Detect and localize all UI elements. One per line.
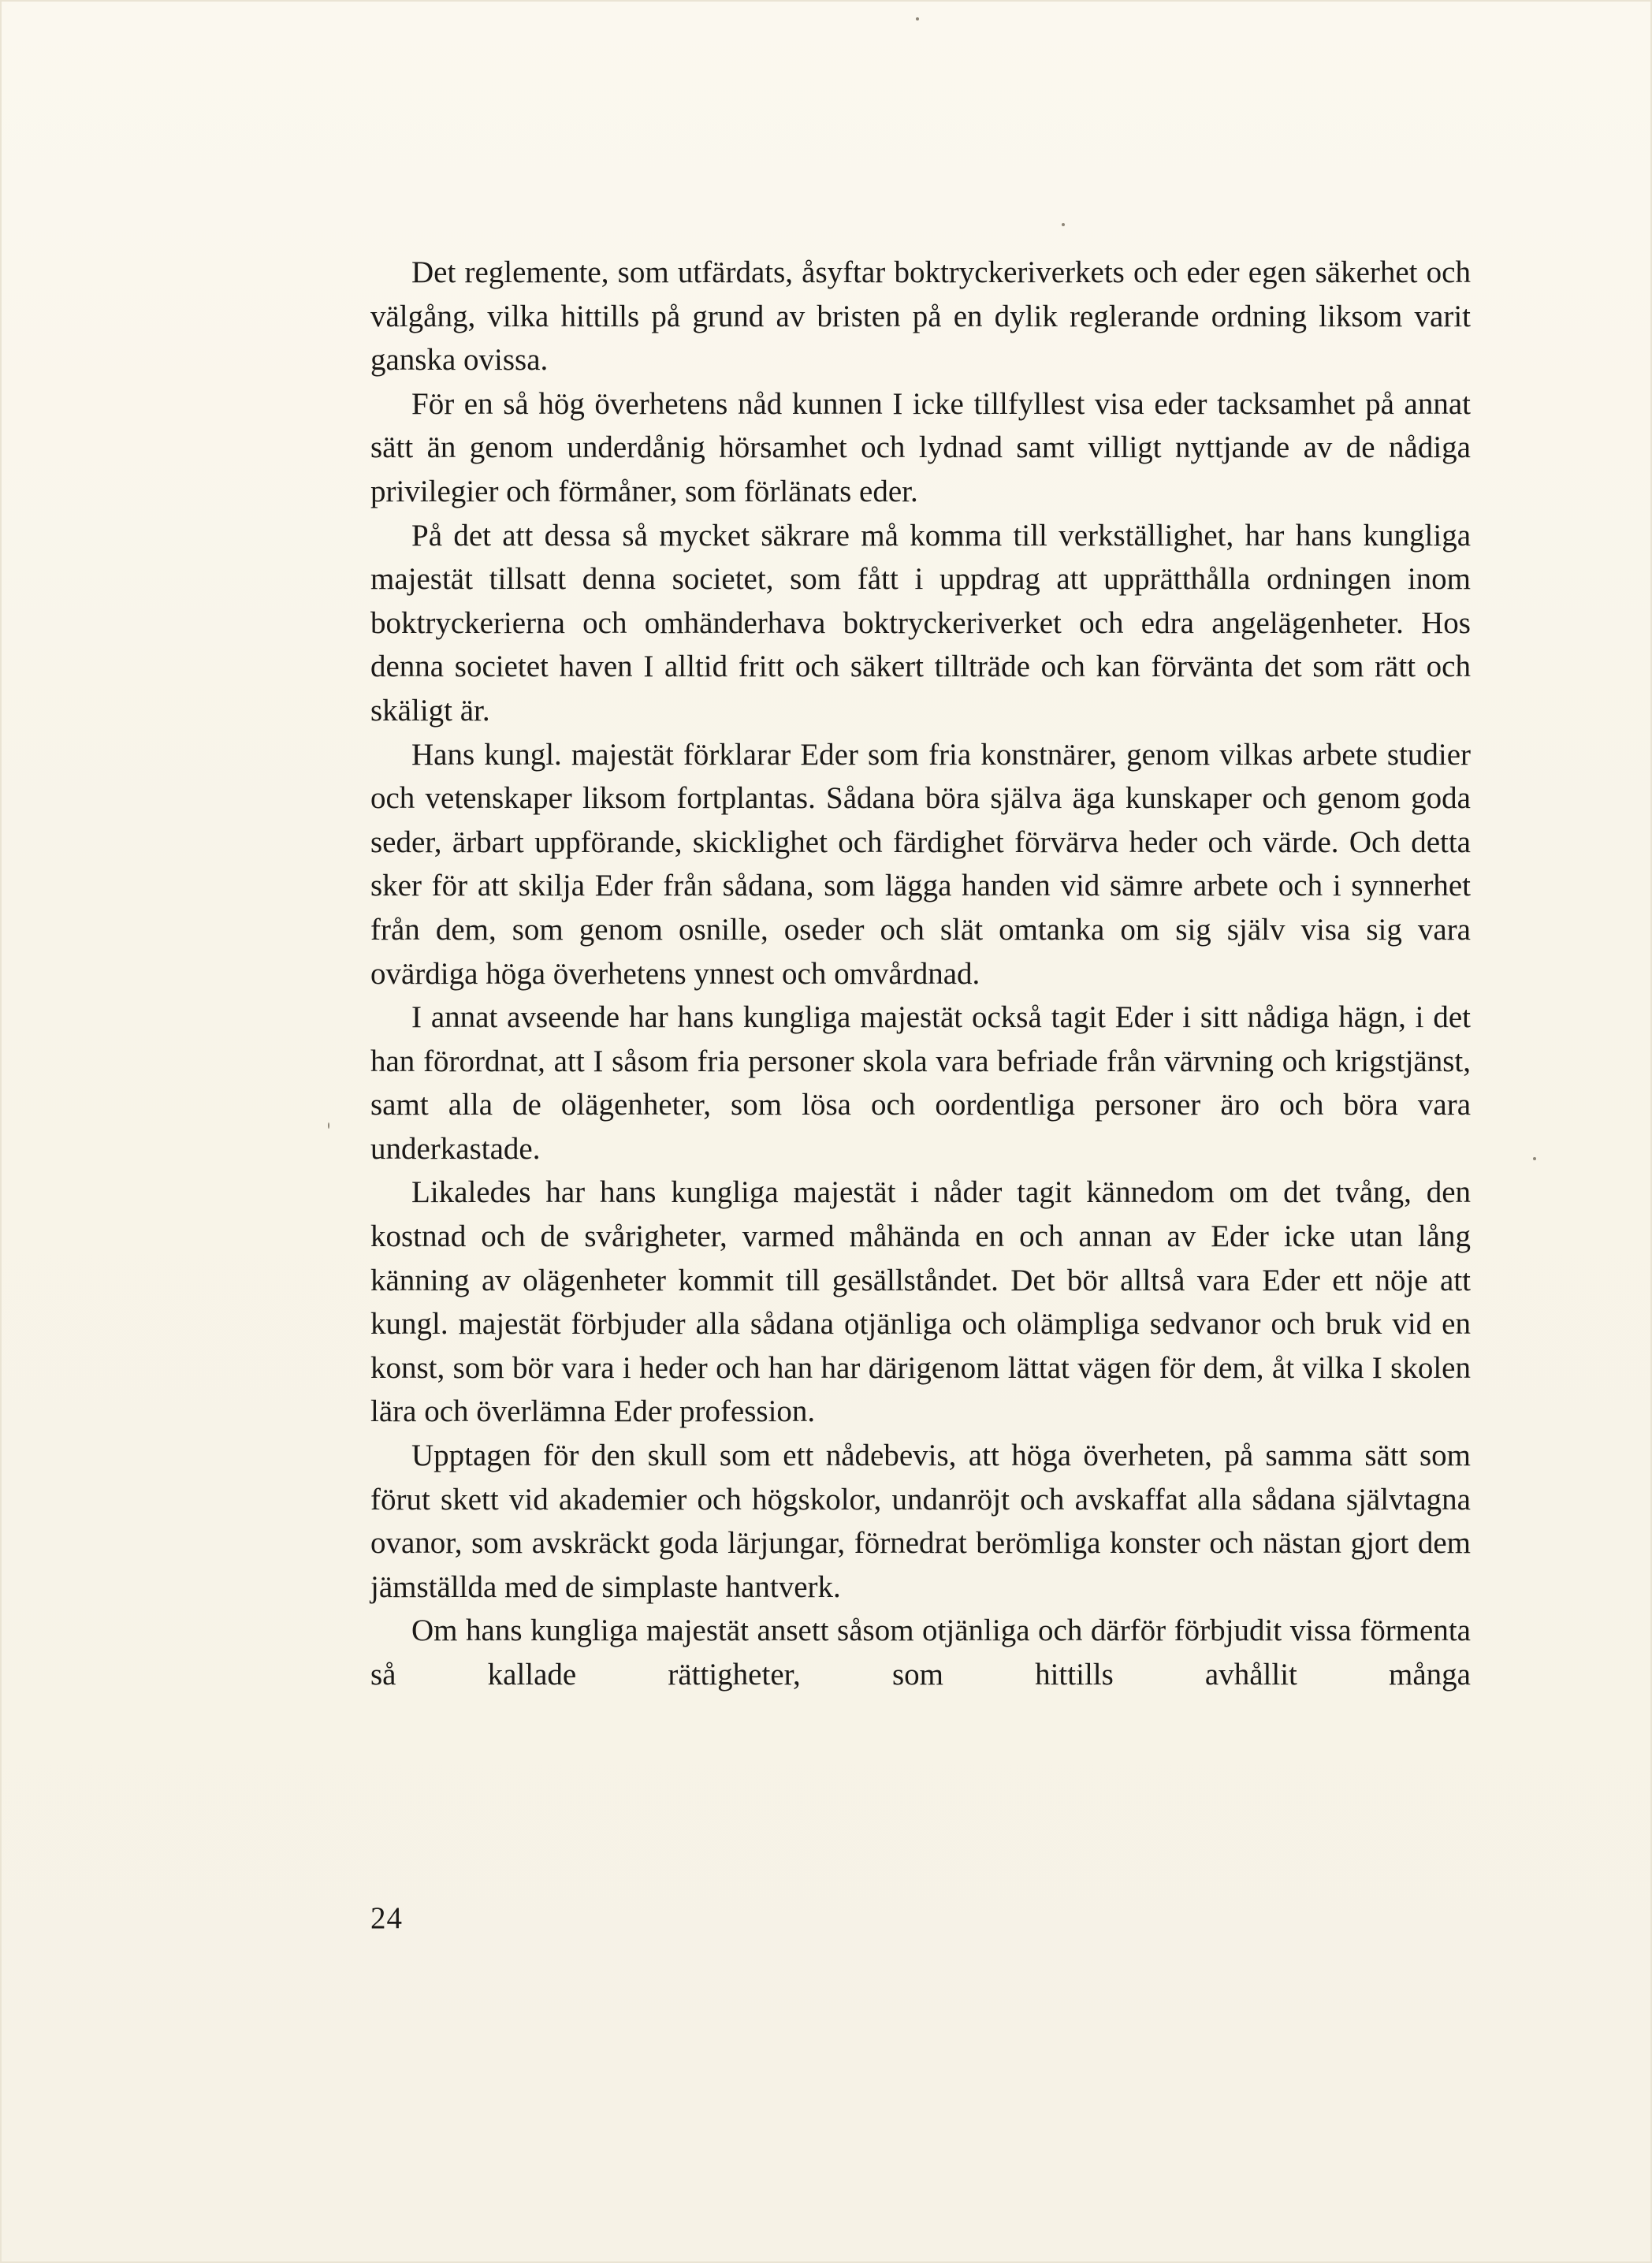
page-number: 24 [370, 1901, 403, 1935]
paragraph-2: För en så hög överhetens nåd kunnen I icke tillfyllest visa eder tacksamhet på annat sätt än genom underdånig hörsamhet och lydnad samt villigt nyttjande av de nådiga privilegier och förmåner, som förlänats eder. [370, 386, 1471, 508]
body-text [370, 251, 1471, 1697]
paragraph-1: Det reglemente, som utfärdats, åsyftar boktryckeriverkets och eder egen säkerhet och välgång, vilka hittills på grund av bristen på en dylik reglerande ordning liksom varit ganska ovissa. [370, 255, 1471, 378]
paragraph-3: På det att dessa så mycket säkrare må komma till verkställighet, har hans kungliga majestät tillsatt denna societet, som fått i uppdrag att upprätthålla ordningen inom boktryckerierna och omhänderhava boktryckeriverket och edra angelägenheter. Hos denna societet haven I alltid fritt och säkert tillträde och kan förvänta det som rätt och skäligt är. [370, 518, 1471, 728]
paragraph-5: I annat avseende har hans kungliga majestät också tagit Eder i sitt nådiga hägn, i det han förordnat, att I såsom fria personer skola vara befriade från värvning och krigstjänst, samt alla de olägenheter, som lösa och oordentliga personer äro och böra vara underkastade. [370, 1000, 1471, 1166]
paper-speck [328, 1122, 329, 1129]
paragraph-7: Upptagen för den skull som ett nådebevis, att höga överheten, på samma sätt som förut skett vid akademier och högskolor, undanröjt och avskaffat alla sådana självtagna ovanor, som avskräckt goda lärjungar, förnedrat berömliga konster och nästan gjort dem jämställda med de simplaste hantverk. [370, 1439, 1471, 1604]
paragraph-8: Om hans kungliga majestät ansett såsom otjänliga och därför förbjudit vissa förmenta så kallade rättigheter, som hittills avhållit många [370, 1614, 1471, 1692]
paragraph-4: Hans kungl. majestät förklarar Eder som fria konstnärer, genom vilkas arbete studier och vetenskaper liksom fortplantas. Sådana böra själva äga kunskaper och genom goda seder, ärbart uppförande, skicklighet och färdighet förvärva heder och värde. Och detta sker för att skilja Eder från sådana, som lägga handen vid sämre arbete och i synnerhet från dem, som genom osnille, oseder och slät omtanka om sig själv visa sig vara ovärdiga höga överhetens ynnest och omvårdnad. [370, 737, 1471, 991]
paper-speck [1533, 1157, 1536, 1160]
paragraph-6: Likaledes har hans kungliga majestät i nåder tagit kännedom om det tvång, den kostnad och de svårigheter, varmed måhända en och annan av Eder icke utan lång känning av olägenheter kommit till gesällståndet. Det bör alltså vara Eder ett nöje att kungl. majestät förbjuder alla sådana otjänliga och olämpliga sedvanor och bruk vid en konst, som bör vara i heder och han har därigenom lättat vägen för dem, åt vilka I skolen lära och överlämna Eder profession. [370, 1175, 1471, 1429]
paper-speck [916, 17, 919, 20]
paper-speck [1062, 223, 1065, 226]
